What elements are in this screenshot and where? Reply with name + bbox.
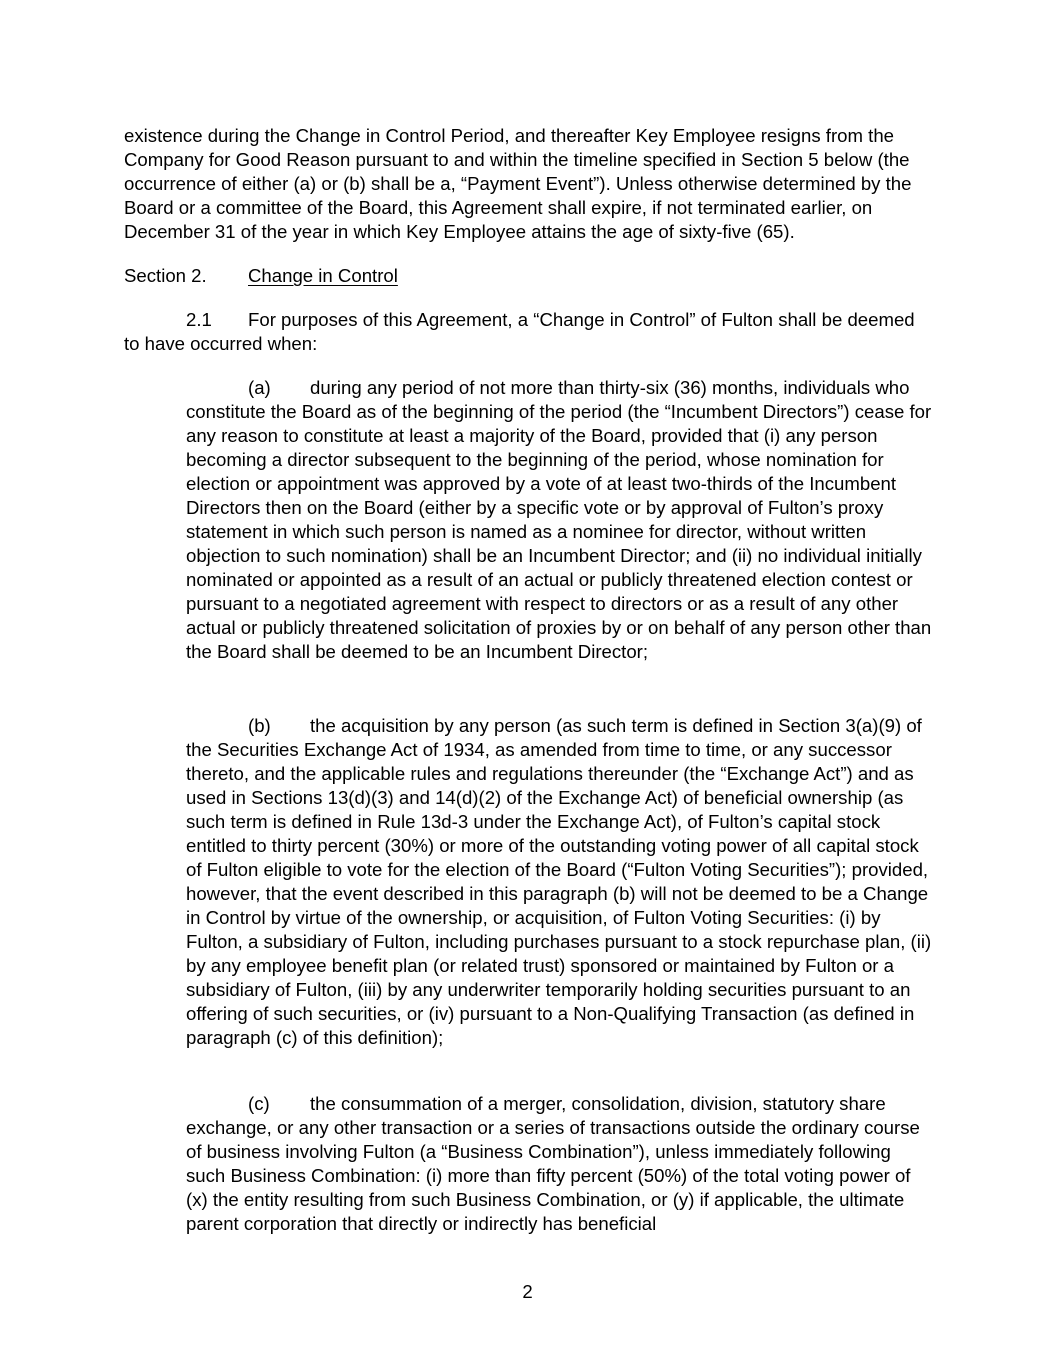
- subclause-a: [186, 376, 932, 664]
- section-heading: [124, 264, 398, 288]
- subclause-b: [186, 714, 932, 1050]
- subclause-text: the acquisition by any person (as such term is defined in Section 3(a)(9) of the Securities Exchange Act of 1934, as amended from time to time, or any successor thereto, and the applicable rules and regulations thereunder (the “Exchange Act”) and as used in Sections 13(d)(3) and 14(d)(2) of the Exchange Act) of beneficial ownership (as such term is defined in Rule 13d-3 under the Exchange Act), of Fulton’s capital stock entitled to thirty percent (30%) or more of the outstanding voting power of all capital stock of Fulton eligible to vote for the election of the Board (“Fulton Voting Securities”); provided, however, that the event described in this paragraph (b) will not be deemed to be a Change in Control by virtue of the ownership, or acquisition, of Fulton Voting Securities: (i) by Fulton, a subsidiary of Fulton, including purchases pursuant to a stock repurchase plan, (ii) by any employee benefit plan (or related trust) sponsored or maintained by Fulton or a subsidiary of Fulton, (iii) by any underwriter temporarily holding securities pursuant to an offering of such securities, or (iv) pursuant to a Non-Qualifying Transaction (as defined in paragraph (c) of this definition);: [186, 715, 932, 1048]
- section-title: Change in Control: [248, 265, 398, 286]
- subclause-label: (c): [248, 1093, 270, 1114]
- subclause-label: (b): [248, 715, 271, 736]
- subclause-text: during any period of not more than thirty-six (36) months, individuals who constitute the Board as of the beginning of the period (the “Incumbent Directors”) cease for any reason to constitute at least a majority of the Board, provided that (i) any person becoming a director subsequent to the beginning of the period, whose nomination for election or appointment was approved by a vote of at least two-thirds of the Incumbent Directors then on the Board (either by a specific vote or by approval of Fulton’s proxy statement in which such person is named as a nominee for director, without written objection to such nomination) shall be an Incumbent Director; and (ii) no individual initially nominated or appointed as a result of an actual or publicly threatened election contest or pursuant to a negotiated agreement with respect to directors or as a result of any other actual or publicly threatened solicitation of proxies by or on behalf of any person other than the Board shall be deemed to be an Incumbent Director;: [186, 377, 932, 662]
- page-number: 2: [522, 1281, 533, 1302]
- subclause-text: the consummation of a merger, consolidation, division, statutory share exchange, or any other transaction or a series of transactions outside the ordinary course of business involving Fulton (a “Business Combination”), unless immediately following such Business Combination: (i) more than fifty percent (50%) of the total voting power of (x) the entity resulting from such Business Combination, or (y) if applicable, the ultimate parent corporation that directly or indirectly has beneficial: [186, 1093, 920, 1234]
- clause-text: For purposes of this Agreement, a “Change in Control” of Fulton shall be deemed to have occurred when:: [124, 309, 915, 354]
- subclause-label: (a): [248, 377, 271, 398]
- intro-paragraph: existence during the Change in Control Period, and thereafter Key Employee resigns from the Company for Good Reason pursuant to and within the timeline specified in Section 5 below (the occurrence of either (a) or (b) shall be a, “Payment Event”). Unless otherwise determined by the Board or a committee of the Board, this Agreement shall expire, if not terminated earlier, on December 31 of the year in which Key Employee attains the age of sixty-five (65).: [124, 125, 912, 242]
- section-number: Section 2.: [124, 265, 207, 286]
- subclause-c: [186, 1092, 932, 1236]
- clause-number: 2.1: [186, 309, 212, 330]
- clause-2-1: [124, 308, 932, 356]
